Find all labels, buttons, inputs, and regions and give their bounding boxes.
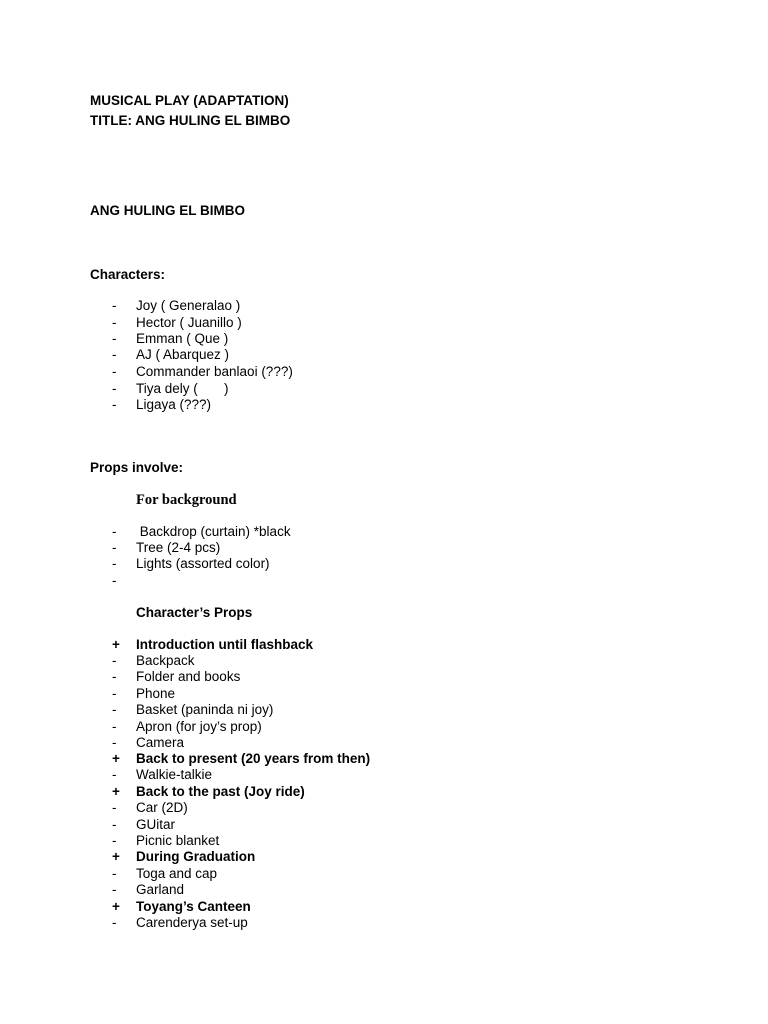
- list-subheading: Introduction until flashback: [136, 637, 314, 652]
- list-item: Folder and books: [136, 669, 241, 684]
- list-bullet: -: [112, 298, 117, 313]
- list-bullet: -: [112, 833, 117, 848]
- list-item: Apron (for joy’s prop): [136, 719, 262, 734]
- list-item: Basket (paninda ni joy): [136, 702, 274, 717]
- list-item: Joy ( Generalao ): [136, 298, 241, 313]
- list-bullet: -: [112, 702, 117, 717]
- list-item: Carenderya set-up: [136, 915, 248, 930]
- list-item: Commander banlaoi (???): [136, 364, 293, 379]
- list-bullet: -: [112, 767, 117, 782]
- list-subheading: Back to present (20 years from then): [136, 751, 371, 766]
- list-bullet: -: [112, 800, 117, 815]
- list-bullet: -: [112, 364, 117, 379]
- list-bullet: -: [112, 915, 117, 930]
- list-bullet: -: [112, 397, 117, 412]
- list-item: Backdrop (curtain) *black: [136, 524, 291, 539]
- list-item: Camera: [136, 735, 185, 750]
- list-bullet: -: [112, 669, 117, 684]
- list-bullet: -: [112, 719, 117, 734]
- list-bullet: -: [112, 686, 117, 701]
- list-item: AJ ( Abarquez ): [136, 347, 230, 362]
- characters-heading: Characters:: [90, 267, 166, 282]
- list-bullet: -: [112, 331, 117, 346]
- header-line-1: MUSICAL PLAY (ADAPTATION): [90, 93, 289, 108]
- list-item: Tiya dely ( ): [136, 381, 229, 396]
- list-subheading: During Graduation: [136, 849, 256, 864]
- list-bullet: -: [112, 540, 117, 555]
- list-bullet: +: [112, 637, 120, 652]
- list-item: Picnic blanket: [136, 833, 220, 848]
- list-bullet: -: [112, 882, 117, 897]
- list-item: Phone: [136, 686, 176, 701]
- list-bullet: -: [112, 315, 117, 330]
- list-bullet: +: [112, 784, 120, 799]
- character-props-heading: Character’s Props: [136, 605, 253, 620]
- list-bullet: -: [112, 866, 117, 881]
- list-item: Garland: [136, 882, 185, 897]
- list-item: Hector ( Juanillo ): [136, 315, 242, 330]
- list-bullet: -: [112, 817, 117, 832]
- section-title: ANG HULING EL BIMBO: [90, 203, 245, 218]
- list-item: Ligaya (???): [136, 397, 212, 412]
- list-bullet: +: [112, 751, 120, 766]
- background-props-heading: For background: [136, 492, 237, 508]
- list-item: Tree (2-4 pcs): [136, 540, 221, 555]
- list-item: Backpack: [136, 653, 195, 668]
- list-bullet: -: [112, 573, 117, 588]
- list-item: Lights (assorted color): [136, 556, 270, 571]
- list-subheading: Toyang’s Canteen: [136, 899, 251, 914]
- list-bullet: -: [112, 381, 117, 396]
- props-heading: Props involve:: [90, 460, 184, 475]
- list-bullet: -: [112, 653, 117, 668]
- list-item: Car (2D): [136, 800, 188, 815]
- list-bullet: -: [112, 556, 117, 571]
- list-item: Walkie-talkie: [136, 767, 213, 782]
- list-bullet: -: [112, 347, 117, 362]
- header-line-2: TITLE: ANG HULING EL BIMBO: [90, 113, 291, 128]
- list-item: GUitar: [136, 817, 176, 832]
- list-bullet: -: [112, 735, 117, 750]
- list-bullet: +: [112, 899, 120, 914]
- list-item: Toga and cap: [136, 866, 218, 881]
- list-subheading: Back to the past (Joy ride): [136, 784, 305, 799]
- list-bullet: +: [112, 849, 120, 864]
- list-bullet: -: [112, 524, 117, 539]
- list-item: Emman ( Que ): [136, 331, 229, 346]
